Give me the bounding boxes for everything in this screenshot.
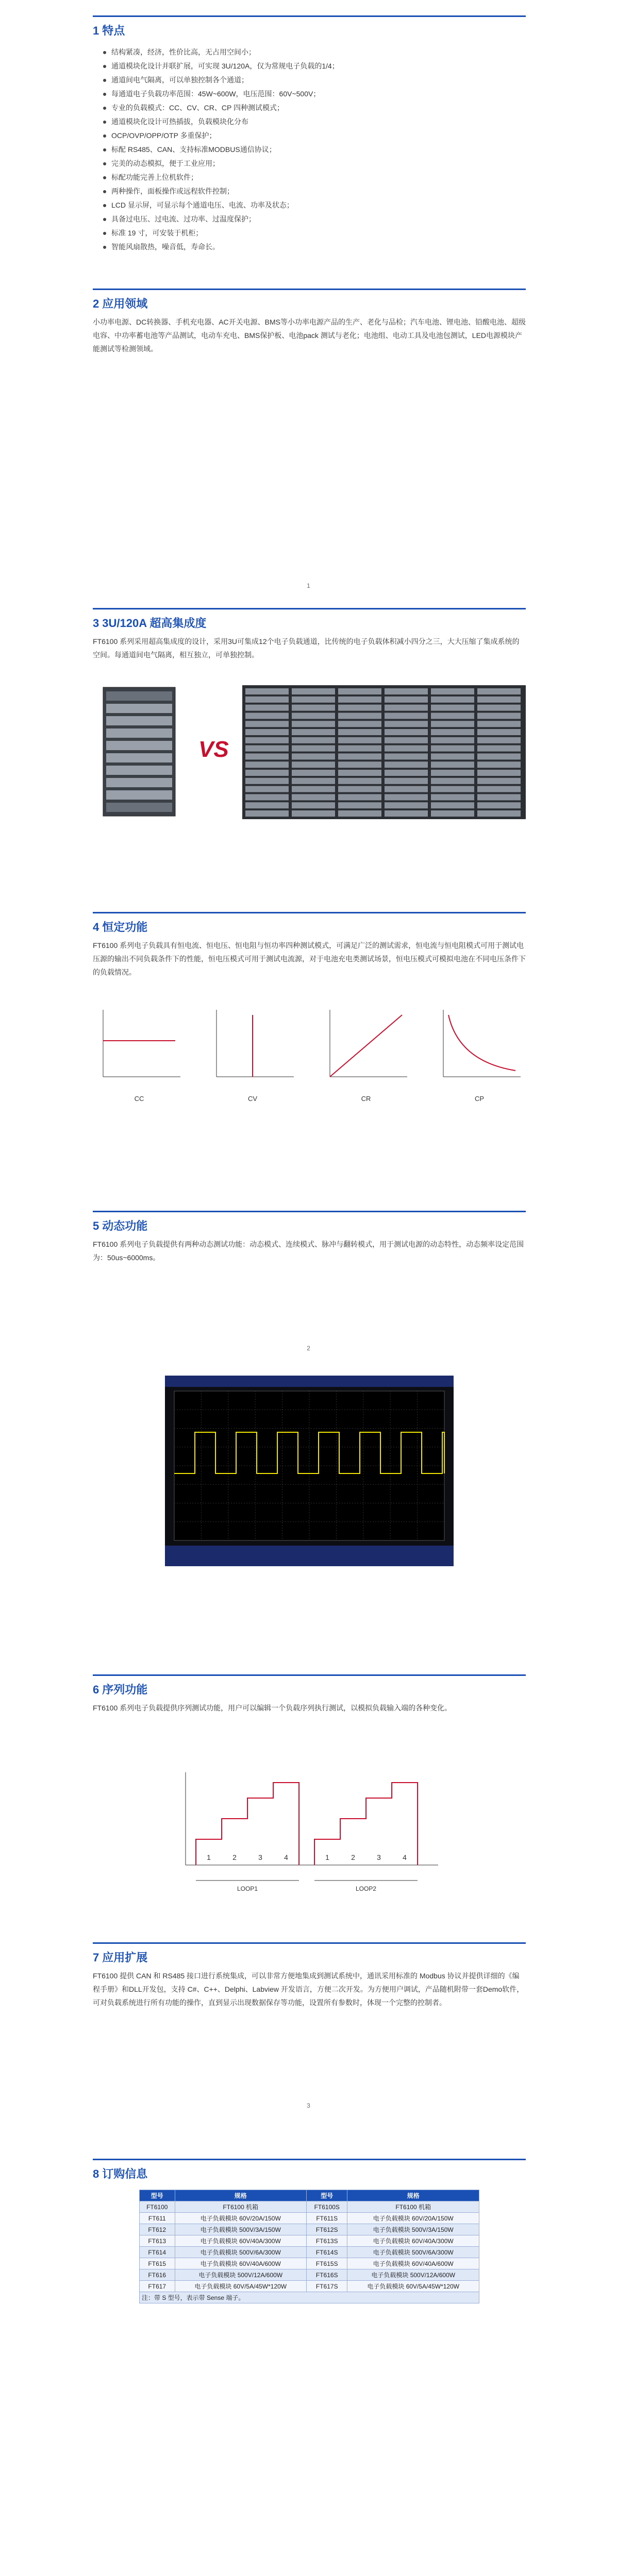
- load-unit: [385, 688, 428, 694]
- load-unit: [385, 705, 428, 711]
- load-unit: [431, 745, 474, 752]
- app-extension-text: FT6100 提供 CAN 和 RS485 接口进行系统集成，可以非常方便地集成到测试系统中，通讯采用标准的 Modbus 协议并提供详细的《编程手册》和DLL开发包，支持 C#、C++、Delphi、Labview 开发语言，方便二次开发。为方便用户调试，产品随机附带一套Demo软件，可对负载系统进行所有功能的操作，直到显示出现数据保存等功能，设置所有参数时，体现一个完整的控制者。: [93, 1972, 524, 2007]
- sequence-step-label: 2: [351, 1853, 355, 1861]
- table-cell: FT617S: [307, 2281, 347, 2292]
- load-unit: [385, 794, 428, 800]
- load-unit: [385, 761, 428, 768]
- feature-item: 具备过电压、过电流、过功率、过温度保护；: [103, 212, 526, 226]
- load-unit: [245, 761, 289, 768]
- table-cell: FT611S: [307, 2213, 347, 2224]
- cp-curve: [433, 1005, 526, 1103]
- table-cell: FT611: [140, 2213, 175, 2224]
- load-unit: [292, 688, 335, 694]
- load-unit: [477, 713, 521, 719]
- table-cell: FT617: [140, 2281, 175, 2292]
- table-cell: FT612: [140, 2224, 175, 2235]
- page-number: 1: [307, 582, 310, 589]
- table-row: [140, 2235, 479, 2247]
- features-title: 1 特点: [93, 24, 125, 37]
- load-unit: [385, 770, 428, 776]
- load-unit: [477, 688, 521, 694]
- load-unit: [245, 778, 289, 784]
- table-cell: 电子负载模块 60V/5A/45W*120W: [175, 2281, 307, 2292]
- table-cell: 电子负载模块 500V/3A/150W: [175, 2224, 307, 2235]
- feature-item: 通道模块化设计并联扩展，可实现 3U/120A，仅为常规电子负载的1/4；: [103, 59, 526, 73]
- application-section: [93, 289, 526, 355]
- load-unit: [292, 705, 335, 711]
- sequence-step-label: 1: [325, 1853, 329, 1861]
- table-cell: FT6100 机箱: [347, 2201, 479, 2213]
- table-row: [140, 2201, 479, 2213]
- cr-curve: [320, 1005, 412, 1103]
- table-cell: 电子负载模块 60V/5A/45W*120W: [347, 2281, 479, 2292]
- load-unit: [431, 786, 474, 792]
- table-cell: 电子负载模块 500V/12A/600W: [175, 2269, 307, 2281]
- load-unit: [245, 770, 289, 776]
- modes-section: [93, 912, 526, 979]
- stacked-loads-illustration: [242, 685, 526, 819]
- cp-label: CP: [474, 1095, 485, 1103]
- load-unit: [477, 802, 521, 808]
- load-unit: [338, 778, 381, 784]
- sequence-step-label: 2: [232, 1853, 237, 1861]
- sequence-step-label: 3: [377, 1853, 381, 1861]
- load-unit: [245, 745, 289, 752]
- sequence-diagram: [175, 1762, 443, 1896]
- load-unit: [385, 753, 428, 759]
- table-row: [140, 2269, 479, 2281]
- models-header-cell: 规格: [175, 2190, 307, 2201]
- load-unit: [292, 770, 335, 776]
- load-unit: [245, 713, 289, 719]
- table-cell: FT615S: [307, 2258, 347, 2269]
- load-unit: [431, 761, 474, 768]
- feature-item: LCD 显示屏，可显示每个通道电压、电流、功率及状态；: [103, 198, 526, 212]
- load-unit: [245, 753, 289, 759]
- load-unit: [477, 705, 521, 711]
- feature-item: 通道间电气隔离，可以单独控制各个通道；: [103, 73, 526, 87]
- load-unit: [292, 745, 335, 752]
- load-unit: [477, 786, 521, 792]
- load-unit: [385, 737, 428, 743]
- load-unit: [431, 778, 474, 784]
- app-extension-section: [93, 1942, 526, 2009]
- sequence-step-label: 1: [207, 1853, 211, 1861]
- models-section: [93, 2159, 526, 2181]
- load-unit: [338, 753, 381, 759]
- load-unit: [292, 697, 335, 703]
- load-unit: [292, 794, 335, 800]
- load-unit: [292, 729, 335, 735]
- oscilloscope-screenshot: [165, 1376, 454, 1566]
- load-unit: [385, 778, 428, 784]
- load-unit: [431, 705, 474, 711]
- table-cell: FT613S: [307, 2235, 347, 2247]
- table-cell: 电子负载模块 60V/40A/600W: [347, 2258, 479, 2269]
- load-unit: [431, 802, 474, 808]
- load-unit: [338, 786, 381, 792]
- feature-item: OCP/OVP/OPP/OTP 多重保护；: [103, 129, 526, 143]
- cc-curve: [93, 1005, 186, 1103]
- load-unit: [385, 697, 428, 703]
- feature-item: 标准 19 寸，可安装于机柜；: [103, 226, 526, 240]
- load-unit: [431, 810, 474, 817]
- table-cell: FT614: [140, 2247, 175, 2258]
- cc-label: CC: [134, 1095, 144, 1103]
- load-unit: [292, 810, 335, 817]
- load-unit: [245, 729, 289, 735]
- table-cell: FT614S: [307, 2247, 347, 2258]
- table-cell: 电子负载模块 60V/40A/300W: [347, 2235, 479, 2247]
- table-cell: 电子负载模块 500V/3A/150W: [347, 2224, 479, 2235]
- compact-text: FT6100 系列采用超高集成度的设计，采用3U可集成12个电子负载通道，比传统的电子负载体积减小四分之三，大大压缩了集成系统的空间。每通道间电气隔离，相互独立，可单独控制。: [93, 637, 520, 659]
- load-unit: [431, 729, 474, 735]
- load-unit: [245, 802, 289, 808]
- models-title: 8 订购信息: [93, 2167, 148, 2180]
- sequence-step-label: 4: [284, 1853, 288, 1861]
- table-cell: FT612S: [307, 2224, 347, 2235]
- load-unit: [292, 761, 335, 768]
- dynamic-title: 5 动态功能: [93, 1219, 148, 1232]
- load-unit: [245, 688, 289, 694]
- load-unit: [385, 786, 428, 792]
- load-unit: [477, 729, 521, 735]
- load-unit: [292, 786, 335, 792]
- table-row: [140, 2224, 479, 2235]
- load-unit: [477, 778, 521, 784]
- models-header-cell: 型号: [307, 2190, 347, 2201]
- sequence-text: FT6100 系列电子负载提供序列测试功能，用户可以编辑一个负载序列执行测试，以模拟负载输入端的各种变化。: [93, 1704, 452, 1712]
- application-title: 2 应用领域: [93, 297, 148, 310]
- feature-item: 专业的负载模式：CC、CV、CR、CP 四种测试模式；: [103, 101, 526, 115]
- load-unit: [245, 810, 289, 817]
- load-unit: [292, 721, 335, 727]
- dynamic-text: FT6100 系列电子负载提供有两种动态测试功能：动态模式、连续模式、脉冲与翻转模式，用于测试电源的动态特性，动态频率设定范围为：50us~6000ms。: [93, 1240, 524, 1262]
- feature-item: 完美的动态模拟，便于工业应用；: [103, 157, 526, 171]
- sequence-step-label: 4: [403, 1853, 407, 1861]
- load-unit: [385, 729, 428, 735]
- load-unit: [477, 737, 521, 743]
- load-unit: [431, 794, 474, 800]
- load-unit: [245, 721, 289, 727]
- load-unit: [338, 761, 381, 768]
- load-unit: [431, 697, 474, 703]
- feature-item: 通道模块化设计可热插拔，负载模块化分布: [103, 115, 526, 129]
- load-unit: [338, 713, 381, 719]
- load-unit: [477, 721, 521, 727]
- load-unit: [338, 697, 381, 703]
- models-note: 注：带 S 型号，表示带 Sense 端子。: [140, 2292, 479, 2303]
- feature-item: 两种操作，面板操作或远程软件控制；: [103, 184, 526, 198]
- table-cell: FT6100: [140, 2201, 175, 2213]
- table-cell: FT6100S: [307, 2201, 347, 2213]
- table-cell: 电子负载模块 500V/12A/600W: [347, 2269, 479, 2281]
- models-header-cell: 型号: [140, 2190, 175, 2201]
- table-cell: FT615: [140, 2258, 175, 2269]
- dynamic-section: [93, 1211, 526, 1264]
- table-row: [140, 2258, 479, 2269]
- compact-graphic: [93, 685, 526, 824]
- load-unit: [477, 794, 521, 800]
- load-unit: [385, 745, 428, 752]
- cv-label: CV: [247, 1095, 258, 1103]
- vs-label: VS: [198, 737, 229, 762]
- load-unit: [431, 713, 474, 719]
- load-unit: [431, 721, 474, 727]
- load-unit: [431, 753, 474, 759]
- load-unit: [245, 705, 289, 711]
- table-row: [140, 2213, 479, 2224]
- table-cell: 电子负载模块 60V/20A/150W: [175, 2213, 307, 2224]
- table-row: [140, 2281, 479, 2292]
- app-extension-title: 7 应用扩展: [93, 1951, 148, 1964]
- load-unit: [292, 713, 335, 719]
- load-unit: [338, 810, 381, 817]
- sequence-title: 6 序列功能: [93, 1683, 148, 1696]
- page-number: 2: [307, 1345, 310, 1352]
- load-unit: [292, 753, 335, 759]
- rack-illustration: [93, 685, 186, 819]
- load-unit: [338, 737, 381, 743]
- load-unit: [292, 802, 335, 808]
- load-unit: [477, 810, 521, 817]
- load-unit: [292, 737, 335, 743]
- load-unit: [245, 737, 289, 743]
- load-unit: [477, 761, 521, 768]
- models-table: [139, 2190, 479, 2303]
- load-unit: [338, 802, 381, 808]
- load-unit: [292, 778, 335, 784]
- load-unit: [245, 786, 289, 792]
- load-unit: [338, 721, 381, 727]
- compact-section: [93, 608, 526, 662]
- table-cell: 电子负载模块 500V/6A/300W: [175, 2247, 307, 2258]
- load-unit: [338, 745, 381, 752]
- table-cell: FT613: [140, 2235, 175, 2247]
- table-cell: 电子负载模块 60V/40A/600W: [175, 2258, 307, 2269]
- load-unit: [338, 705, 381, 711]
- load-unit: [477, 697, 521, 703]
- loop2-label: LOOP2: [355, 1885, 377, 1892]
- load-unit: [477, 745, 521, 752]
- modes-text: FT6100 系列电子负载具有恒电流、恒电压、恒电阻与恒功率四种测试模式，可满足广泛的测试需求，恒电流与恒电阻模式可用于测试电压源的输出不同负载条件下的性能，恒电压模式可用于测试电流源，对于电池充电类测试场景，恒电压模式可模拟电池在不同电压条件下的负载情况。: [93, 941, 526, 976]
- table-row: [140, 2247, 479, 2258]
- load-unit: [338, 729, 381, 735]
- feature-item: 标配 RS485、CAN、支持标准MODBUS通信协议；: [103, 143, 526, 157]
- page-number: 3: [307, 2102, 310, 2109]
- loop1-label: LOOP1: [237, 1885, 258, 1892]
- load-unit: [431, 688, 474, 694]
- mode-curves: [93, 1005, 526, 1108]
- features-section: [93, 15, 526, 254]
- cr-label: CR: [361, 1095, 371, 1103]
- feature-list: [103, 45, 526, 254]
- feature-item: 智能风扇散热，噪音低，寿命长。: [103, 240, 526, 254]
- load-unit: [385, 713, 428, 719]
- load-unit: [431, 770, 474, 776]
- table-cell: FT6100 机箱: [175, 2201, 307, 2213]
- table-cell: FT616: [140, 2269, 175, 2281]
- compact-title: 3 3U/120A 超高集成度: [93, 617, 207, 630]
- table-cell: 电子负载模块 60V/40A/300W: [175, 2235, 307, 2247]
- load-unit: [245, 697, 289, 703]
- load-unit: [477, 770, 521, 776]
- load-unit: [245, 794, 289, 800]
- feature-item: 标配功能完善上位机软件；: [103, 171, 526, 184]
- table-cell: FT616S: [307, 2269, 347, 2281]
- load-unit: [338, 770, 381, 776]
- models-header-cell: 规格: [347, 2190, 479, 2201]
- load-unit: [385, 721, 428, 727]
- table-cell: 电子负载模块 60V/20A/150W: [347, 2213, 479, 2224]
- sequence-section: [93, 1674, 526, 1715]
- load-unit: [385, 810, 428, 817]
- sequence-step-label: 3: [258, 1853, 262, 1861]
- load-unit: [338, 688, 381, 694]
- feature-item: 每通道电子负载功率范围：45W~600W，电压范围：60V~500V；: [103, 87, 526, 101]
- cv-curve: [206, 1005, 299, 1103]
- table-cell: 电子负载模块 500V/6A/300W: [347, 2247, 479, 2258]
- application-text: 小功率电源、DC转换器、手机充电器、AC开关电源、BMS等小功率电源产品的生产、老化与品检；汽车电池、锂电池、铅酸电池、超级电容、中功率蓄电池等产品测试，电动车充电、BMS保护板、电池pack 测试与老化；电池组、电动工具及电池包测试，LED电源模块产能测试等检测领域。: [93, 318, 526, 353]
- load-unit: [338, 794, 381, 800]
- load-unit: [431, 737, 474, 743]
- feature-item: 结构紧凑，经济，性价比高，无占用空间小；: [103, 45, 526, 59]
- modes-title: 4 恒定功能: [93, 921, 148, 934]
- load-unit: [477, 753, 521, 759]
- load-unit: [385, 802, 428, 808]
